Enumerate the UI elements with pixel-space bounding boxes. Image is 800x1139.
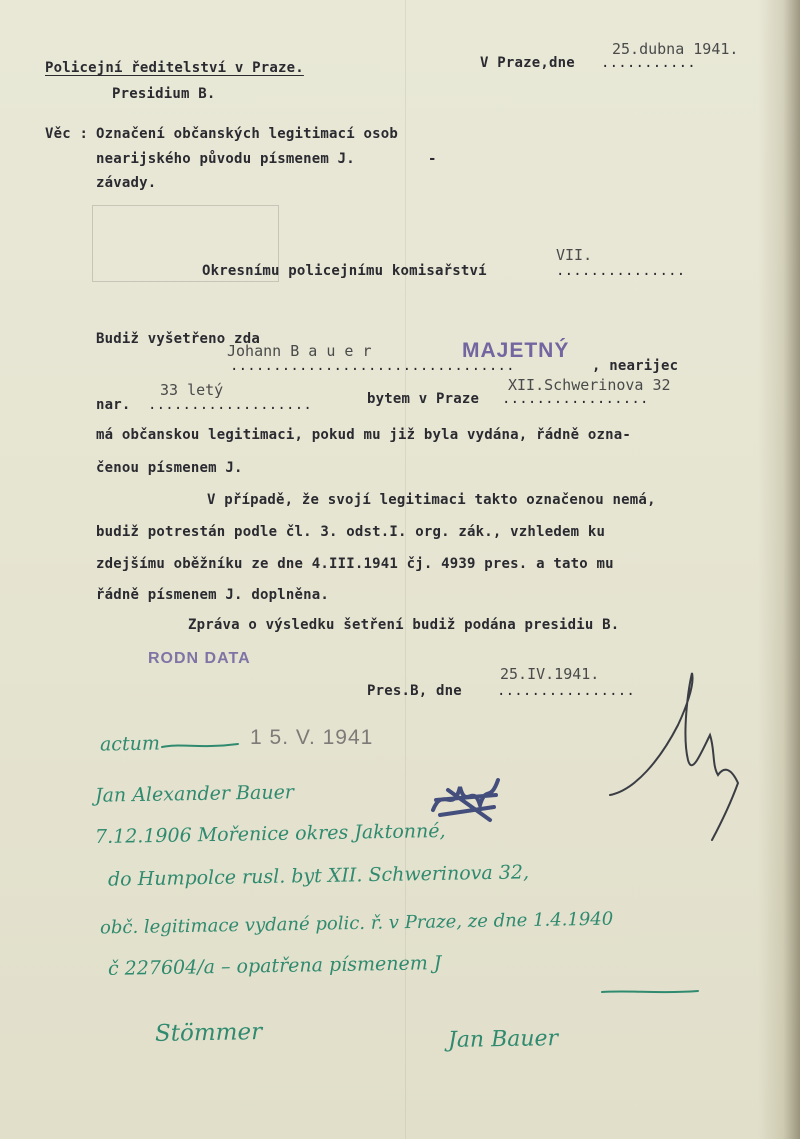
handwritten-underline [600, 982, 700, 1000]
body-line-8: zdejšímu oběžníku ze dne 4.III.1941 čj. 4939 pres. a tato mu [96, 556, 614, 572]
body-line-4: má občanskou legitimaci, pokud mu již byla vydána, řádně ozna- [96, 427, 631, 443]
receipt-prefix-stroke [160, 735, 240, 755]
name-dots: ................................. [230, 358, 515, 374]
filled-address: XII.Schwerinova 32 [508, 376, 671, 394]
body-line-5: čenou písmenem J. [96, 460, 243, 476]
subject-line-2: nearijského původu písmenem J. [96, 151, 355, 167]
residence-label: bytem v Praze [367, 391, 480, 407]
official-signature [600, 665, 750, 845]
receipt-date-stamp: 1 5. V. 1941 [250, 726, 374, 749]
birth-label: nar. [96, 397, 131, 413]
subject-line-3: závady. [96, 175, 157, 191]
body-line-1: Budiž vyšetřeno zda [96, 331, 260, 347]
handwritten-line-2: 7.12.1906 Mořenice okres Jaktonné, [94, 819, 446, 849]
receipt-prefix: actum [99, 732, 161, 756]
handwritten-line-5: č 227604/a – opatřena písmenem J [107, 952, 442, 980]
pres-dots: ................ [497, 683, 636, 699]
authority-heading: Policejní ředitelství v Praze. [45, 60, 304, 76]
pres-label: Pres.B, dne [367, 683, 462, 699]
handwritten-line-3: do Humpolce rusl. byt XII. Schwerinova 32, [107, 861, 530, 891]
name-suffix: , nearijec [592, 358, 679, 374]
body-line-10: Zpráva o výsledku šetření budiž podána presidiu B. [188, 617, 620, 633]
body-line-7: budiž potrestán podle čl. 3. odst.I. org. zák., vzhledem ku [96, 524, 606, 540]
age-dots: ................... [148, 397, 312, 413]
addressee-dots: ............... [556, 263, 686, 279]
subject-signature: Jan Bauer [447, 1026, 559, 1053]
place-date-prefix: V Praze,dne [480, 55, 575, 71]
pres-date: 25.IV.1941. [500, 665, 600, 683]
filled-name: Johann B a u e r [227, 342, 372, 360]
addressee: Okresnímu policejnímu komisařství [202, 263, 487, 279]
rodn-data-stamp: RODN DATA [148, 650, 251, 667]
status-stamp: MAJETNÝ [462, 339, 570, 362]
place-date-dots: ........... [601, 55, 696, 71]
body-line-6: V případě, že svojí legitimaci takto označenou nemá, [207, 492, 656, 508]
subject-label: Věc : [45, 126, 89, 142]
subject-line-1: Označení občanských legitimací osob [96, 126, 399, 142]
addressee-district: VII. [556, 246, 593, 264]
paper-edge-shadow [758, 0, 800, 1139]
department-label: Presidium B. [112, 86, 216, 102]
handwritten-line-1: Jan Alexander Bauer [94, 781, 295, 807]
body-line-9: řádně písmenem J. doplněna. [96, 587, 329, 603]
handwritten-date: 25.dubna 1941. [612, 40, 739, 58]
address-dots: ................. [502, 391, 649, 407]
handwritten-line-4: obč. legitimace vydané polic. ř. v Praze, ze dne 1.4.1940 [99, 908, 614, 939]
subject-line-2-dash: - [428, 151, 437, 167]
officer-signature: Stömmer [154, 1019, 263, 1047]
filled-age: 33 letý [160, 381, 224, 399]
